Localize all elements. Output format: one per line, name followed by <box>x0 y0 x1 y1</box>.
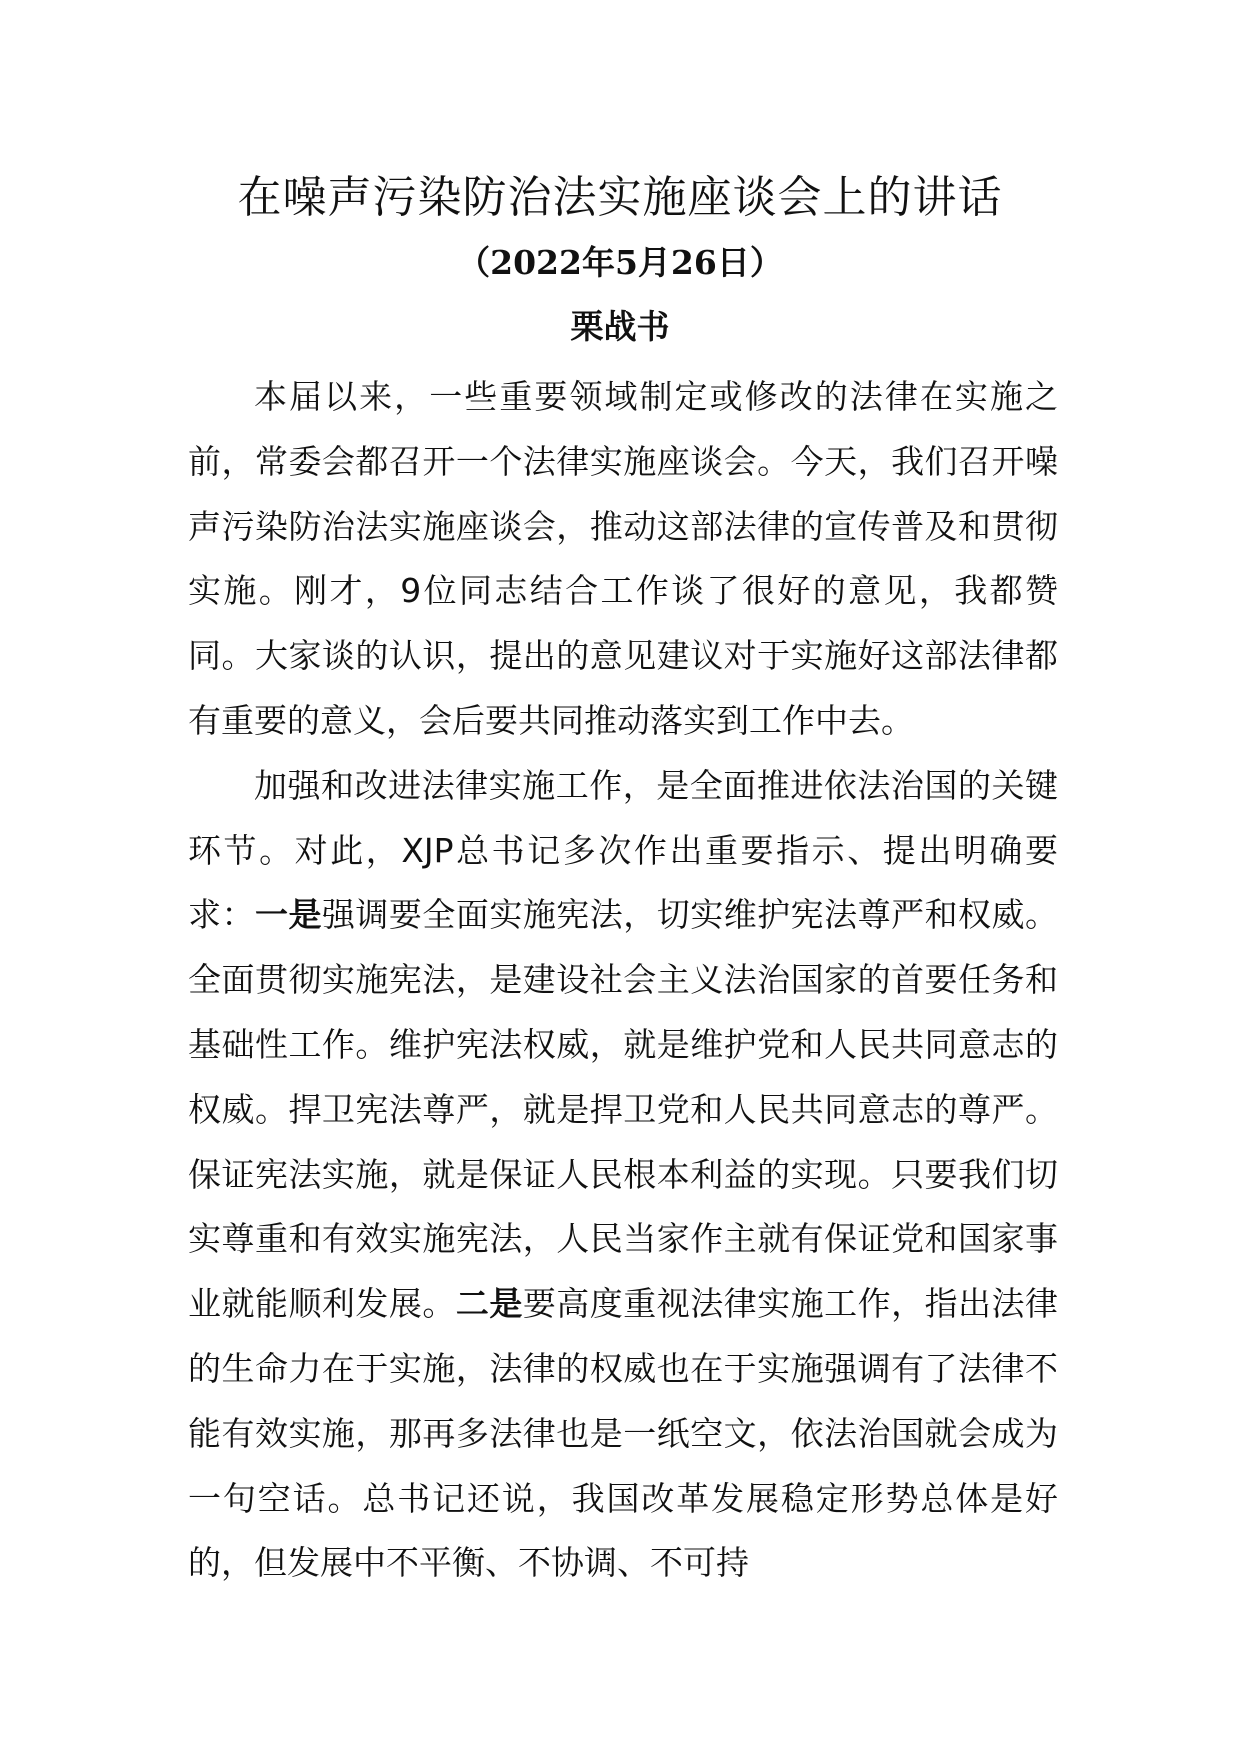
paragraph-2 <box>188 754 1058 1596</box>
point-one-label: 一是 <box>254 895 322 935</box>
document-title: 在噪声污染防治法实施座谈会上的讲话 <box>237 172 1003 223</box>
paragraph-2-text-b: 强调要全面实施宪法，切实维护宪法尊严和权威。全面贯彻实施宪法，是建设社会主义法治国家的首要任务和基础性工作。维护宪法权威，就是维护党和人民共同意志的权威。捍卫宪法尊严，就是捍卫党和人民共同意志的尊严。保证宪法实施，就是保证人民根本利益的实现。只要我们切实尊重和有效实施宪法，人民当家作主就有保证党和国家事业就能顺利发展。 <box>188 895 1059 1324</box>
speech-date: （2022年5月26日） <box>457 243 783 282</box>
paragraph-2-text-c: 要高度重视法律实施工作，指出法律的生命力在于实施，法律的权威也在于实施强调有了法律不能有效实施，那再多法律也是一纸空文，依法治国就会成为一句空话。总书记还说，我国改革发展稳定形势总体是好的，但发展中不平衡、不协调、不可持 <box>188 1284 1059 1583</box>
point-two-label: 二是 <box>455 1284 523 1324</box>
paragraph-2-text-a: 加强和改进法律实施工作，是全面推进依法治国的关键环节。对此，XJP总书记多次作出重要指示、提出明确要求： <box>188 765 1058 935</box>
speaker-name: 栗战书 <box>570 307 670 346</box>
paragraph-1: 本届以来，一些重要领域制定或修改的法律在实施之前，常委会都召开一个法律实施座谈会。今天，我们召开噪声污染防治法实施座谈会，推动这部法律的宣传普及和贯彻实施。刚才，9位同志结合工作谈了很好的意见，我都赞同。大家谈的认识，提出的意见建议对于实施好这部法律都有重要的意义，会后要共同推动落实到工作中去。 <box>188 377 1058 740</box>
document-body <box>188 365 1058 1596</box>
